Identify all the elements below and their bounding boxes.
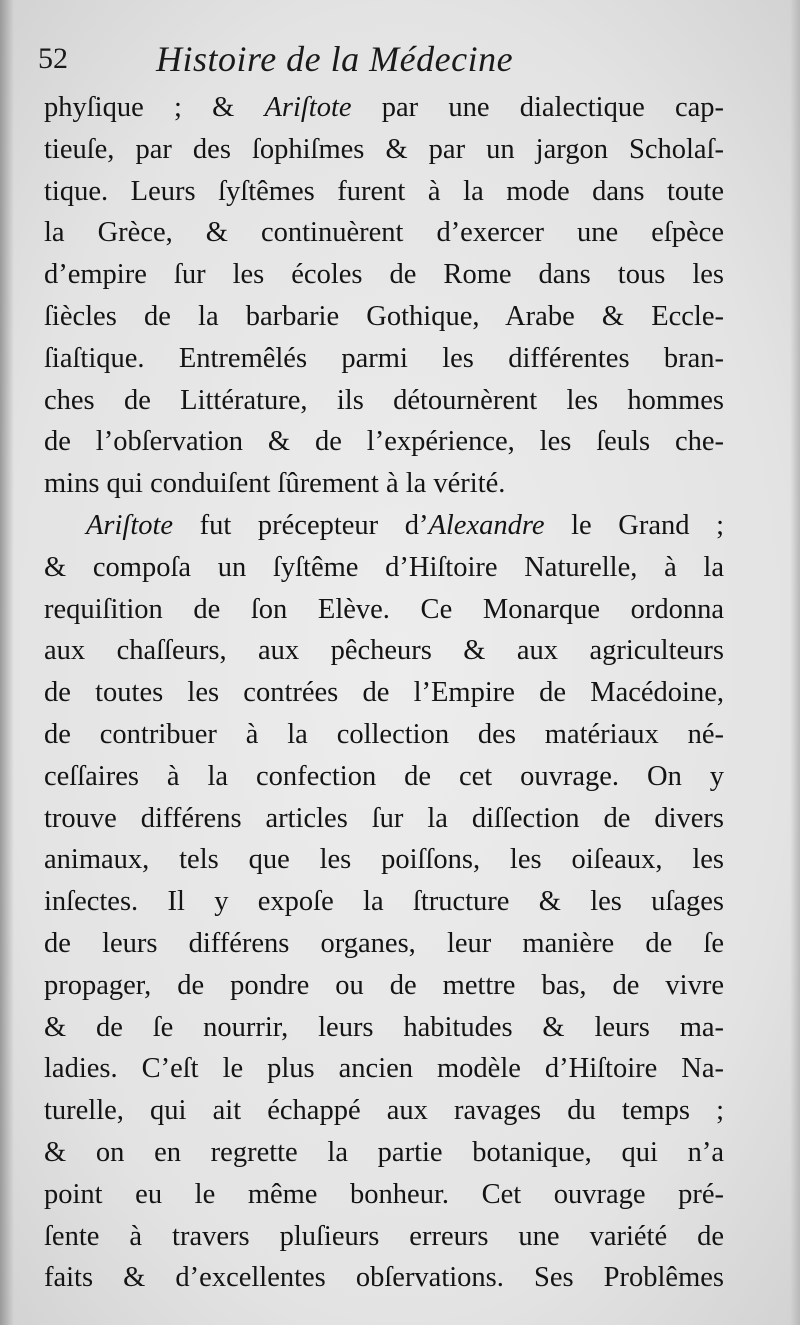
italic-name: Alexandre	[428, 509, 545, 541]
text-line: aux chaſſeurs, aux pêcheurs & aux agriculteurs	[44, 635, 724, 667]
text-line: ſiaſtique. Entremêlés parmi les différentes bran-	[44, 342, 724, 374]
text-line: ladies. C’eſt le plus ancien modèle d’Hiſtoire Na-	[44, 1053, 724, 1085]
text-line: phyſique ; & Ariſtote par une dialectique cap-	[44, 92, 724, 123]
text-line: de leurs différens organes, leur manière de ſe	[44, 927, 724, 959]
text-line: Ariſtote fut précepteur d’Alexandre le Grand ;	[86, 509, 724, 541]
italic-name: Ariſtote	[264, 92, 352, 123]
text-line: requiſition de ſon Elève. Ce Monarque ordonna	[44, 593, 724, 625]
running-title: Histoire de la Médecine	[156, 39, 514, 79]
page-header	[38, 36, 738, 86]
text-line: & on en regrette la partie botanique, qui n’a	[44, 1136, 724, 1168]
text-line: d’empire ſur les écoles de Rome dans tous les	[44, 259, 724, 291]
text-line: ches de Littérature, ils détournèrent les hommes	[44, 384, 724, 416]
text-line: tieuſe, par des ſophiſmes & par un jargon Scholaſ-	[44, 133, 724, 165]
text-line: point eu le même bonheur. Cet ouvrage pré-	[44, 1178, 724, 1210]
italic-name: Ariſtote	[86, 509, 174, 541]
text-line: ſente à travers pluſieurs erreurs une variété de	[44, 1220, 724, 1252]
text-line: ſiècles de la barbarie Gothique, Arabe & Eccle-	[44, 300, 724, 332]
text-line: la Grèce, & continuèrent d’exercer une eſpèce	[44, 217, 724, 249]
text-line: tique. Leurs ſyſtêmes furent à la mode dans toute	[44, 175, 724, 207]
text-line: inſectes. Il y expoſe la ſtructure & les uſages	[44, 886, 724, 918]
page-number: 52	[38, 42, 68, 75]
text-line: ceſſaires à la confection de cet ouvrage. On y	[44, 760, 724, 792]
text-line: turelle, qui ait échappé aux ravages du temps ;	[44, 1095, 724, 1127]
text-line: propager, de pondre ou de mettre bas, de vivre	[44, 969, 724, 1001]
text-line: trouve différens articles ſur la diſſection de divers	[44, 802, 724, 834]
text-line: & de ſe nourrir, leurs habitudes & leurs ma-	[44, 1011, 724, 1043]
text-line: mins qui conduiſent ſûrement à la vérité.	[44, 468, 506, 500]
text-line: de contribuer à la collection des matériaux né-	[44, 718, 724, 750]
text-line: faits & d’excellentes obſervations. Ses Problêmes	[44, 1262, 724, 1294]
text-line: & compoſa un ſyſtême d’Hiſtoire Naturelle, à la	[44, 551, 724, 583]
text-line: de l’obſervation & de l’expérience, les ſeuls che-	[44, 426, 724, 458]
text-line: de toutes les contrées de l’Empire de Macédoine,	[44, 677, 724, 709]
body-text	[44, 87, 724, 1299]
text-line: animaux, tels que les poiſſons, les oiſeaux, les	[44, 844, 724, 876]
